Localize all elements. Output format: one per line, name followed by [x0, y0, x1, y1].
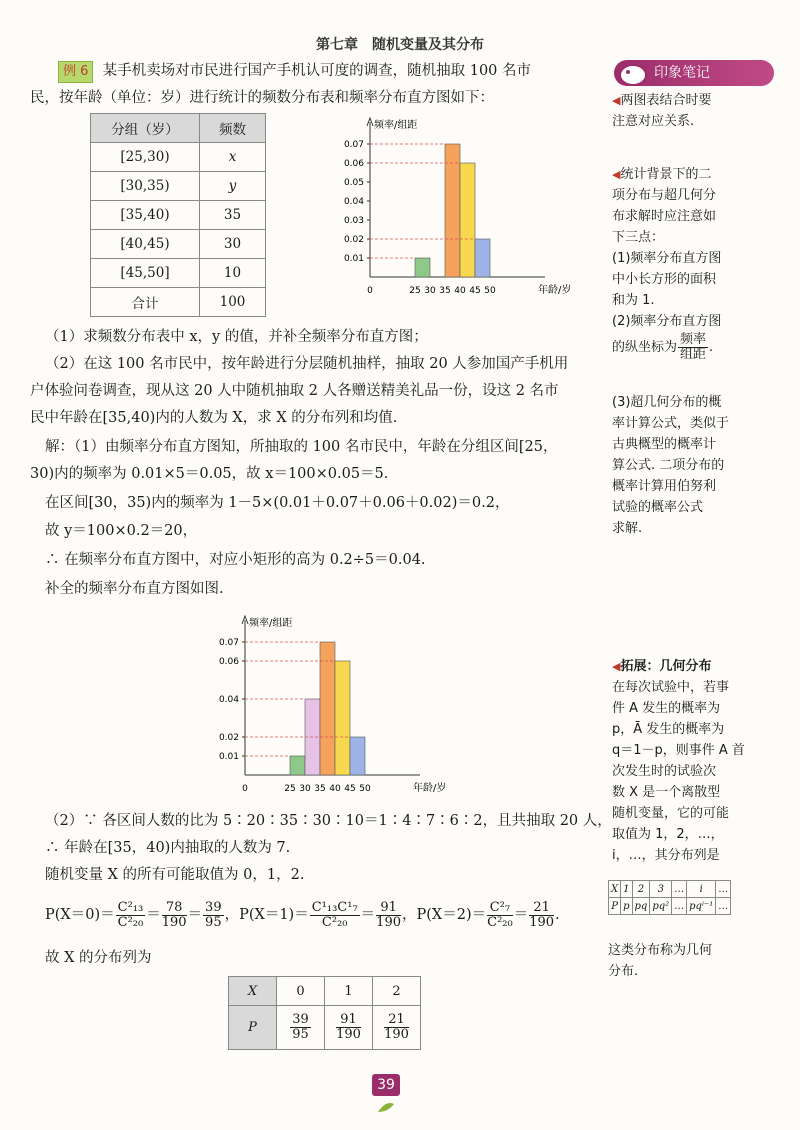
histogram-bar [335, 661, 350, 775]
x-tick-label: 0 [367, 286, 373, 296]
sidebar-extension-end: 这类分布称为几何 分布. [608, 943, 713, 979]
table-cell: [25,30) [91, 143, 200, 172]
x-tick-label: 50 [484, 286, 496, 296]
sidebar-extension: ◀拓展：几何分布 在每次试验中，若事 件 A 发生的概率为 p，Ā 发生的概率为 q＝1－p，则事件 A 首 次发生时的试验次 数 X 是一个离散型 随机变量，它的可能 取值为 1，2，…， i，…，其分布列是 [612, 659, 745, 863]
table-header: 频数 [200, 114, 266, 143]
y-tick-label: 0.04 [218, 695, 239, 705]
table-cell: $\frac{39}{95}$ [277, 1006, 325, 1050]
sidebar-note-3: (3)超几何分布的概 率计算公式，类似于 古典概型的概率计 算公式. 二项分布的 概率计算用伯努利 试验的概率公式 求解. [612, 395, 730, 536]
table-cell: [30,35) [91, 172, 200, 201]
x-tick-label: 50 [359, 784, 371, 794]
page-number: 39 [372, 1074, 400, 1096]
histogram-bar [445, 144, 460, 277]
solution-line: ∴ 年龄在[35，40)内抽取的人数为 7. [45, 840, 291, 856]
table-cell: 合计 [91, 288, 200, 317]
histogram-completed [205, 610, 465, 805]
chapter-number: 第七章 [316, 37, 358, 53]
distribution-table [228, 976, 421, 1050]
question-2-line-3: 民中年龄在[35,40)内的人数为 X，求 X 的分布列和均值. [30, 410, 398, 426]
table-cell: y [200, 172, 266, 201]
sidebar-note-2: ◀统计背景下的二 项分布与超几何分 布求解时应注意如 下三点： (1)频率分布直方图 中小长方形的面积 和为 1. (2)频率分布直方图 的纵坐标为 $\frac{\text{频率}}{\text{组距}}$ . [612, 167, 722, 362]
histogram-bar [290, 756, 305, 775]
probability-formulas: P(X＝0)＝ $\frac{\text{C²₁₃}}{\text{C²₂₀}}$ ＝ $\frac{78}{190}$ ＝ $\frac{39}{95}$ ，P(X＝1)＝ $\frac{\text{C¹₁₃C¹₇}}{\text{C²₂₀}}$ ＝ $\frac{91}{190}$ ，P(X＝2)＝ $\frac{\text{C²₇}}{\text{C²₂₀}}$ ＝ $\frac{21}{190}$ . [45, 899, 560, 930]
y-tick-label: 0.04 [343, 197, 364, 207]
table-cell: [40,45) [91, 230, 200, 259]
y-axis-label: 频率/组距 [249, 618, 293, 629]
table-cell: 10 [200, 259, 266, 288]
table-cell: 1 [325, 977, 373, 1006]
y-tick-label: 0.03 [343, 216, 364, 226]
table-cell: 2 [373, 977, 421, 1006]
frequency-table [90, 113, 266, 317]
x-axis-label: 年龄/岁 [413, 783, 447, 794]
question-2-line-2: 户体验问卷调查，现从这 20 人中随机抽取 2 人各赠送精美礼品一份，设这 2 名市 [30, 383, 559, 399]
table-header: X [229, 977, 277, 1006]
x-tick-label: 40 [329, 784, 341, 794]
table-cell: 0 [277, 977, 325, 1006]
x-tick-label: 25 [284, 784, 296, 794]
y-tick-label: 0.07 [343, 140, 364, 150]
solution-line: 补全的频率分布直方图如图. [45, 581, 224, 597]
solution-line: 故 y＝100×0.2＝20， [45, 523, 198, 539]
y-axis-label: 频率/组距 [374, 120, 418, 131]
histogram-bar [350, 737, 365, 775]
x-tick-label: 35 [314, 784, 326, 794]
example-line-2: 民，按年龄（单位：岁）进行统计的频数分布表和频率分布直方图如下： [30, 90, 494, 106]
x-tick-label: 30 [299, 784, 311, 794]
x-tick-label: 40 [454, 286, 466, 296]
x-tick-label: 45 [344, 784, 356, 794]
question-2-line-1: （2）在这 100 名市民中，按年龄进行分层随机抽样，抽取 20 人参加国产手机用 [45, 356, 569, 372]
example-line-1: 例 6 某手机卖场对市民进行国产手机认可度的调查，随机抽取 100 名市 [58, 60, 531, 83]
table-cell: $\frac{91}{190}$ [325, 1006, 373, 1050]
y-tick-label: 0.06 [343, 159, 364, 169]
table-cell: $\frac{21}{190}$ [373, 1006, 421, 1050]
table-cell: [35,40) [91, 201, 200, 230]
table-cell: [45,50] [91, 259, 200, 288]
histogram-original [330, 112, 590, 312]
solution-line: （2）∵ 各区间人数的比为 5∶20∶35∶30∶10＝1∶4∶7∶6∶2，且共抽取 20 人， [45, 813, 612, 829]
extension-title: 拓展：几何分布 [620, 659, 712, 674]
notes-banner: 印象笔记 [614, 60, 774, 86]
histogram-bar [460, 163, 475, 277]
question-1: （1）求频数分布表中 x，y 的值，并补全频率分布直方图； [45, 329, 428, 345]
y-tick-label: 0.01 [218, 752, 239, 762]
solution-line: 故 X 的分布列为 [45, 950, 152, 966]
sidebar-note-1: ◀两图表结合时要 注意对应关系. [612, 93, 712, 129]
y-tick-label: 0.01 [343, 254, 364, 264]
table-cell: 35 [200, 201, 266, 230]
histogram-bar [415, 258, 430, 277]
x-tick-label: 25 [409, 286, 421, 296]
y-tick-label: 0.07 [218, 638, 239, 648]
example-label: 例 6 [58, 61, 93, 83]
x-tick-label: 30 [424, 286, 436, 296]
table-header: P [229, 1006, 277, 1050]
x-axis-label: 年龄/岁 [538, 285, 572, 296]
page-header [0, 34, 800, 54]
chapter-title: 随机变量及其分布 [372, 37, 484, 53]
histogram-bar [320, 642, 335, 775]
y-tick-label: 0.05 [343, 178, 364, 188]
x-tick-label: 35 [439, 286, 451, 296]
geometric-distribution-table: X 1 2 3 … i … P p pq pq² … pqⁱ⁻¹ … [608, 880, 731, 915]
table-cell: x [200, 143, 266, 172]
elephant-icon [616, 58, 650, 88]
table-cell: 100 [200, 288, 266, 317]
histogram-bar [475, 239, 490, 277]
solution-line: 随机变量 X 的所有可能取值为 0，1，2. [45, 867, 305, 883]
y-tick-label: 0.06 [218, 657, 239, 667]
x-tick-label: 0 [242, 784, 248, 794]
table-cell: 30 [200, 230, 266, 259]
solution-line: ∴ 在频率分布直方图中，对应小矩形的高为 0.2÷5＝0.04. [45, 552, 426, 568]
table-header: 分组（岁） [91, 114, 200, 143]
y-tick-label: 0.02 [343, 235, 364, 245]
solution-line: 在区间[30，35)内的频率为 1－5×(0.01＋0.07＋0.06＋0.02)＝0.2， [45, 495, 510, 511]
solution-line: 30)内的频率为 0.01×5＝0.05，故 x＝100×0.05＝5. [30, 466, 389, 482]
leaf-icon [376, 1100, 396, 1114]
x-tick-label: 45 [469, 286, 481, 296]
y-tick-label: 0.02 [218, 733, 239, 743]
solution-line: 解：（1）由频率分布直方图知，所抽取的 100 名市民中，年龄在分组区间[25， [45, 439, 558, 455]
